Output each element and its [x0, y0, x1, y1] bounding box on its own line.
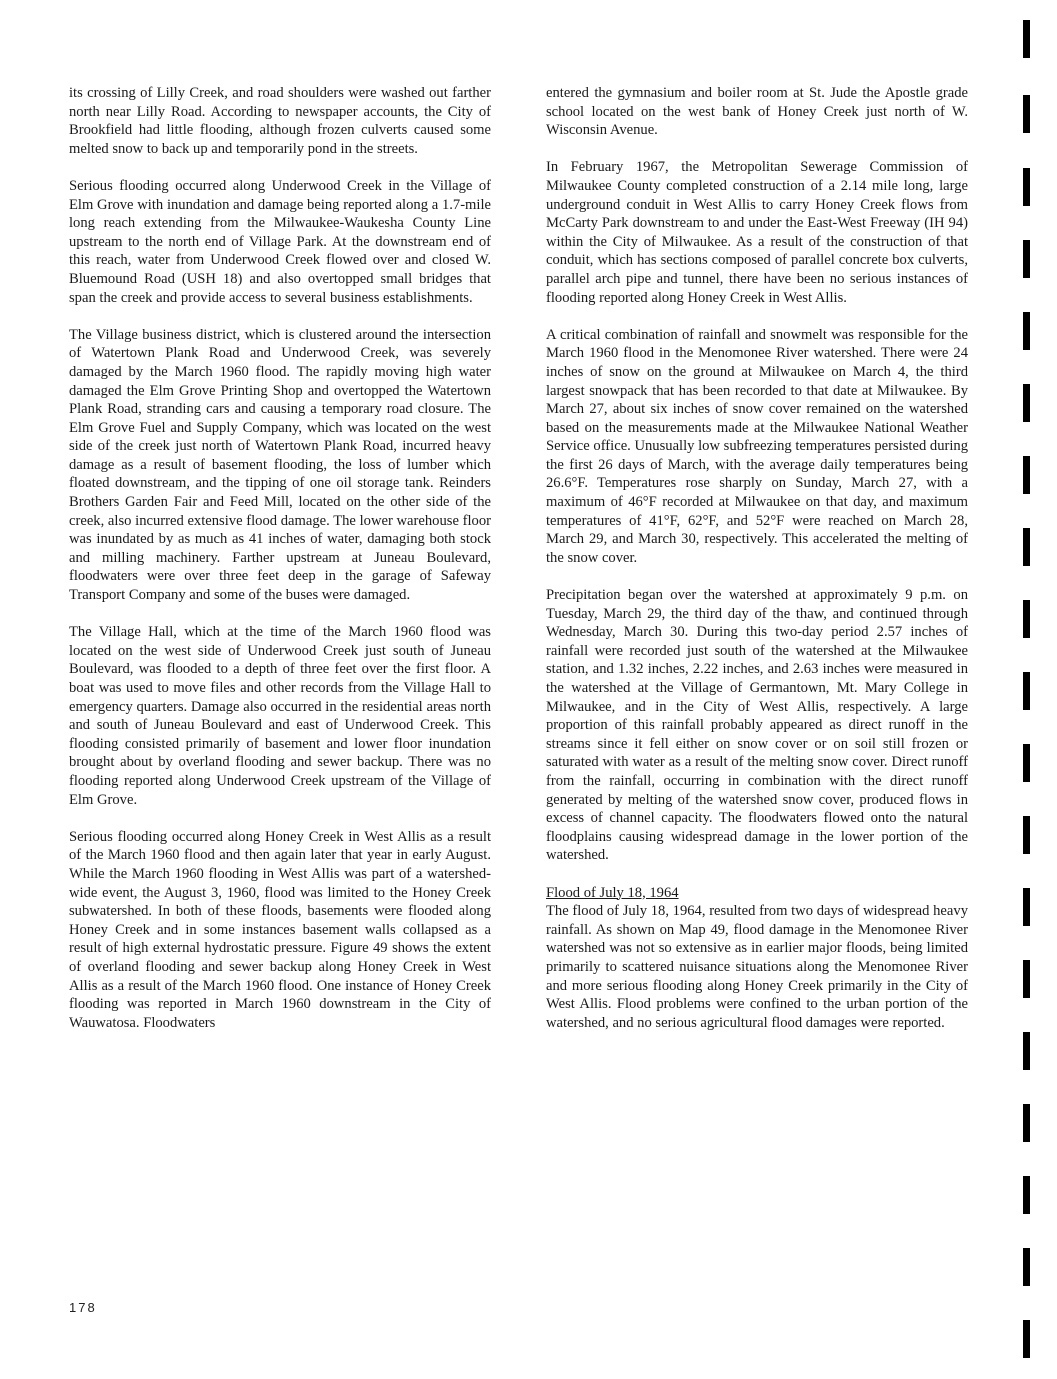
right-column [546, 84, 968, 1032]
edge-mark [1023, 816, 1030, 854]
edge-mark [1023, 1032, 1030, 1070]
paragraph-sewerage-conduit: In February 1967, the Metropolitan Sewerage Commission of Milwaukee County completed construction of a 2.14 mile long, large underground conduit in West Allis to carry Honey Creek flows from McCarty Park downstream to and under the East-West Freeway (IH 94) within the City of Milwaukee. As a result of the construction of that conduit, which has sections composed of parallel concrete box culverts, parallel arch pipe and tunnel, there have been no serious instances of flooding reported along Honey Creek in West Allis. [546, 159, 968, 306]
paragraph-flood-1964: The flood of July 18, 1964, resulted from two days of widespread heavy rainfall. As shown on Map 49, flood damage in the Menomonee River watershed was not so extensive as in earlier major floods, being limited primarily to scattered nuisance situations along the Menomonee River and more serious flooding along Honey Creek primarily in the City of West Allis. Flood problems were confined to the urban portion of the watershed, and no serious agricultural flood damages were reported. [546, 903, 968, 1031]
paragraph-st-jude: entered the gymnasium and boiler room at St. Jude the Apostle grade school located on the west bank of Honey Creek just north of W. Wisconsin Avenue. [546, 85, 968, 139]
edge-mark [1023, 1176, 1030, 1214]
paragraph-business-district: The Village business district, which is clustered around the intersection of Watertown Plank Road and Underwood Creek, was severely damaged by the March 1960 flood. The rapidly moving high water damaged the Elm Grove Printing Shop and overtopped the Watertown Plank Road, stranding cars and causing a temporary road closure. The Elm Grove Fuel and Supply Company, which was located on the west side of the creek just north of Watertown Plank Road, incurred heavy damage as a result of basement flooding, the loss of lumber which floated downstream, and the tipping of one oil storage tank. Reinders Brothers Garden Fair and Feed Mill, located on the other side of the creek, also incurred extensive flood damage. The lower warehouse floor was inundated by as much as 41 inches of water, damaging both stock and milling machinery. Farther upstream at Juneau Boulevard, floodwaters were over three feet deep in the garage of Safeway Transport Company and some of the buses were damaged. [69, 326, 491, 604]
paragraph-lilly-creek: its crossing of Lilly Creek, and road shoulders were washed out farther north near Lilly Road. According to newspaper accounts, the City of Brookfield had little flooding, although frozen culverts caused some melted snow to back up and temporarily pond in the streets. [69, 85, 491, 157]
paragraph-precipitation: Precipitation began over the watershed at approximately 9 p.m. on Tuesday, March 29, the third day of the thaw, and continued through Wednesday, March 30. During this two-day period 2.57 inches of rainfall were recorded just south of the watershed at the Milwaukee station, and 1.32 inches, 2.22 inches, and 2.63 inches were measured in the watershed at the Village of Germantown, Mt. Mary College in Milwaukee, and in the City of West Allis, respectively. A large proportion of this rainfall probably appeared as direct runoff in the streams since it fell either on snow cover or on soil still frozen or saturated with water as a result of the melting snow cover. Direct runoff from the rainfall, occurring in combination with the direct runoff generated by melting of the watershed snow cover, produced flows in excess of channel capacity. The floodwaters flowed onto the natural floodplains causing widespread damage in the lower portion of the watershed. [546, 587, 968, 864]
edge-mark [1023, 600, 1030, 638]
edge-mark [1023, 240, 1030, 278]
edge-mark [1023, 672, 1030, 710]
section-heading-flood-1964: Flood of July 18, 1964 [546, 884, 679, 901]
left-column [69, 84, 491, 1032]
edge-mark [1023, 384, 1030, 422]
paragraph-honey-creek: Serious flooding occurred along Honey Creek in West Allis as a result of the March 1960 flood and then again later that year in early August. While the March 1960 flooding in West Allis was part of a watershed-wide event, the August 3, 1960, flood was limited to the Honey Creek subwatershed. In both of these floods, basements were flooded along Honey Creek and in some instances basement walls collapsed as a result of high external hydrostatic pressure. Figure 49 shows the extent of overland flooding and sewer backup along Honey Creek in West Allis as a result of the March 1960 flood. One instance of Honey Creek flooding was reported in March 1960 downstream in the City of Wauwatosa. Floodwaters [69, 828, 491, 1031]
paragraph-village-hall: The Village Hall, which at the time of the March 1960 flood was located on the west side of Underwood Creek just south of Juneau Boulevard, was flooded to a depth of three feet over the first floor. A boat was used to move files and other records from the Village Hall to emergency quarters. Damage also occurred in the residential areas north and south of Juneau Boulevard and east of Underwood Creek. This flooding consisted primarily of basement and lower floor inundation brought about by overland flooding and sewer backup. There was no flooding reported along Underwood Creek upstream of the Village of Elm Grove. [69, 624, 491, 808]
edge-mark [1023, 888, 1030, 926]
edge-mark [1023, 528, 1030, 566]
paragraph-rainfall-snowmelt: A critical combination of rainfall and snowmelt was responsible for the March 1960 flood in the Menomonee River watershed. There were 24 inches of snow on the ground at Milwaukee on March 4, the third largest snowpack that has been recorded to that date at Milwaukee. By March 27, about six inches of snow cover remained on the watershed based on the measurements made at the Milwaukee National Weather Service office. Unusually low subfreezing temperatures persisted during the first 26 days of March, with the average daily temperatures being 26.6°F. Temperatures rose sharply on Sunday, March 27, with a maximum of 46°F recorded at Milwaukee on that day, and maximum temperatures of 41°F, 62°F, and 52°F were reached on March 28, March 29, and March 30, respectively. This accelerated the melting of the snow cover. [546, 326, 969, 566]
edge-mark [1023, 20, 1030, 58]
edge-mark [1023, 168, 1030, 206]
edge-mark [1023, 1248, 1030, 1286]
edge-mark [1023, 95, 1030, 133]
edge-mark [1023, 1104, 1030, 1142]
edge-mark [1023, 1320, 1030, 1358]
page-number: 178 [69, 1300, 97, 1315]
edge-mark [1023, 456, 1030, 494]
edge-mark [1023, 312, 1030, 350]
paragraph-underwood-creek: Serious flooding occurred along Underwood Creek in the Village of Elm Grove with inundation and damage being reported along a 1.7-mile long reach extending from the Milwaukee-Waukesha County Line upstream to the north end of Village Park. At the downstream end of this reach, water from Underwood Creek flowed over and closed W. Bluemound Road (USH 18) and also overtopped small bridges that span the creek and provide access to several business establishments. [69, 177, 491, 306]
edge-mark [1023, 960, 1030, 998]
edge-mark [1023, 744, 1030, 782]
